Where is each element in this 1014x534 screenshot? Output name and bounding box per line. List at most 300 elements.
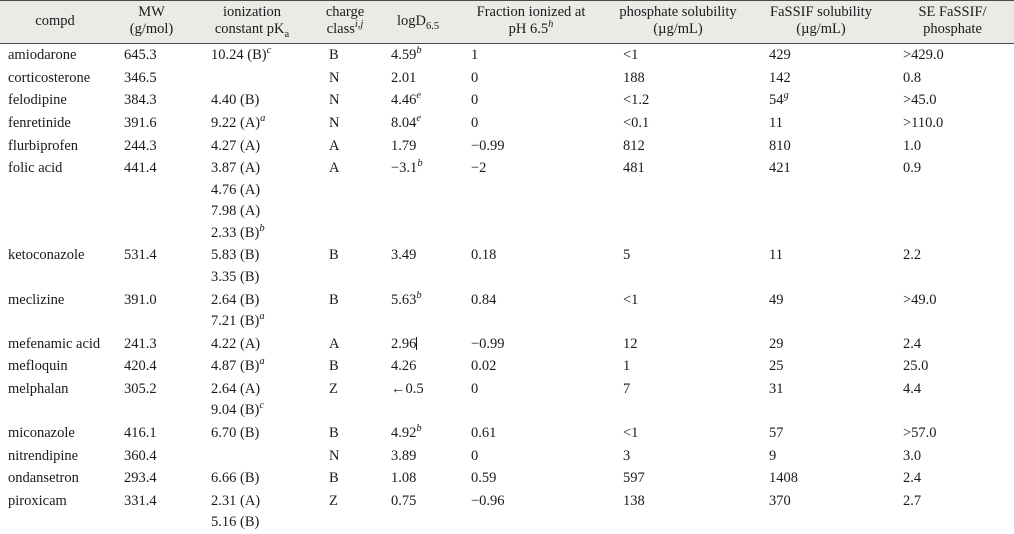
cell-pka-value: 9.22 (A): [211, 114, 261, 131]
cell-fassif-solubility-value: 29: [769, 335, 784, 352]
cell-fraction-ionized-value: 0: [471, 69, 479, 86]
cell-compd-cont: [0, 180, 110, 202]
header-fassif-solubility: [751, 1, 891, 44]
cell-empty: [457, 311, 605, 333]
cell-mw: [110, 490, 193, 513]
cell-logd-value: 8.04: [391, 114, 417, 131]
cell-pka-extra-value: 4.76 (A): [211, 181, 261, 198]
cell-charge-class-value: A: [329, 335, 340, 352]
cell-empty: [751, 311, 891, 333]
cell-fassif-solubility: [751, 67, 891, 90]
cell-logd-footnote: e: [416, 90, 422, 102]
cell-logd: [379, 445, 457, 468]
cell-logd-value: 5.63: [391, 291, 417, 308]
cell-phosphate-solubility: [605, 89, 751, 112]
cell-compd: [0, 89, 110, 112]
cell-fassif-solubility: [751, 44, 891, 67]
header-fraction-line2: pH 6.5: [508, 21, 549, 38]
cell-mw-value: 531.4: [124, 247, 157, 264]
cell-pka-extra-footnote: a: [259, 311, 265, 323]
cell-empty: [311, 400, 379, 422]
cell-logd: [379, 157, 457, 180]
cell-mw: [110, 89, 193, 112]
cell-empty: [605, 311, 751, 333]
cell-phosphate-solubility: [605, 289, 751, 312]
table-row: [0, 157, 1014, 180]
cell-fraction-ionized-value: 0: [471, 447, 479, 464]
cell-pka-value: 5.83 (B): [211, 247, 260, 264]
header-charge-line1: charge: [325, 4, 365, 20]
header-mw-line1: MW: [138, 4, 165, 20]
cell-fraction-ionized-value: 0: [471, 114, 479, 131]
cell-compd-value: ketoconazole: [8, 247, 85, 264]
table-row: [0, 333, 1014, 356]
cell-fraction-ionized: [457, 135, 605, 158]
cell-compd-value: piroxicam: [8, 492, 67, 509]
cell-fassif-solubility-value: 142: [769, 69, 791, 86]
cell-fassif-solubility-value: 810: [769, 137, 791, 154]
cell-pka-value: 6.70 (B): [211, 425, 260, 442]
table-row: [0, 378, 1014, 401]
header-mw: [110, 1, 193, 44]
cell-fraction-ionized: [457, 44, 605, 67]
cell-empty: [311, 512, 379, 534]
cell-pka: [193, 157, 311, 180]
cell-pka-value: 3.87 (A): [211, 160, 261, 177]
cell-empty: [891, 267, 1014, 289]
header-pka-subscript: a: [284, 29, 290, 40]
cell-empty: [379, 267, 457, 289]
cell-charge-class: [311, 157, 379, 180]
cell-empty: [457, 267, 605, 289]
cell-empty: [457, 180, 605, 202]
table-row: [0, 289, 1014, 312]
cell-fraction-ionized: [457, 467, 605, 490]
cell-pka-footnote: a: [259, 356, 265, 368]
table-row: [0, 490, 1014, 513]
cell-mw: [110, 422, 193, 445]
cell-fraction-ionized-value: 0: [471, 92, 479, 109]
cell-compd-value: fenretinide: [8, 114, 71, 131]
cell-pka: [193, 289, 311, 312]
cell-mw-value: 391.6: [124, 114, 157, 131]
cell-phosphate-solubility: [605, 157, 751, 180]
cell-logd: [379, 112, 457, 135]
cell-se-ratio-value: >49.0: [903, 291, 937, 308]
cell-pka-extra-value: 7.21 (B): [211, 313, 260, 330]
cell-phosphate-solubility-value: <1: [623, 47, 639, 64]
table-row: [0, 445, 1014, 468]
cell-fraction-ionized: [457, 67, 605, 90]
cell-compd-cont: [0, 311, 110, 333]
cell-compd: [0, 467, 110, 490]
cell-pka-value: 4.27 (A): [211, 137, 261, 154]
cell-compd-value: felodipine: [8, 92, 67, 109]
cell-logd: [379, 467, 457, 490]
cell-compd: [0, 355, 110, 378]
cell-empty: [891, 311, 1014, 333]
cell-charge-class: [311, 467, 379, 490]
cell-compd: [0, 112, 110, 135]
cell-mw-value: 391.0: [124, 291, 157, 308]
cell-phosphate-solubility-value: 3: [623, 447, 631, 464]
cell-fassif-solubility-footnote: g: [783, 90, 789, 102]
cell-mw-cont: [110, 201, 193, 223]
cell-fraction-ionized: [457, 333, 605, 356]
cell-logd-value: 1.79: [391, 137, 417, 154]
cell-phosphate-solubility-value: 481: [623, 160, 645, 177]
table-row-continuation: [0, 400, 1014, 422]
cell-empty: [457, 223, 605, 245]
cell-mw: [110, 289, 193, 312]
header-se-line2: phosphate: [923, 21, 982, 38]
cell-fassif-solubility: [751, 157, 891, 180]
cell-phosphate-solubility: [605, 422, 751, 445]
cell-mw-cont: [110, 311, 193, 333]
cell-fraction-ionized-value: 0.59: [471, 470, 497, 487]
cell-fassif-solubility: [751, 445, 891, 468]
cell-fraction-ionized: [457, 490, 605, 513]
cell-fassif-solubility: [751, 135, 891, 158]
cell-mw: [110, 135, 193, 158]
cell-charge-class-value: B: [329, 47, 339, 64]
cell-compd: [0, 378, 110, 401]
cell-se-ratio: [891, 378, 1014, 401]
cell-charge-class: [311, 422, 379, 445]
cell-logd: [379, 67, 457, 90]
cell-mw-value: 244.3: [124, 137, 157, 154]
cell-empty: [605, 512, 751, 534]
header-phosphate-line1: phosphate solubility: [619, 4, 737, 20]
cell-se-ratio: [891, 112, 1014, 135]
cell-phosphate-solubility-value: 188: [623, 69, 645, 86]
cell-se-ratio-value: 25.0: [903, 358, 929, 375]
cell-fassif-solubility-value: 31: [769, 380, 784, 397]
header-charge: [311, 1, 379, 44]
table-row: [0, 135, 1014, 158]
cell-fraction-ionized-value: −0.96: [471, 492, 505, 509]
cell-se-ratio: [891, 333, 1014, 356]
cell-pka-extra: [193, 512, 311, 534]
cell-empty: [751, 180, 891, 202]
header-compd: [0, 1, 110, 44]
cell-mw-value: 360.4: [124, 447, 157, 464]
table-row: [0, 112, 1014, 135]
cell-phosphate-solubility-value: 12: [623, 335, 638, 352]
table-row: [0, 422, 1014, 445]
header-fassif-line1: FaSSIF solubility: [770, 4, 872, 20]
cell-mw: [110, 467, 193, 490]
header-se-ratio: [891, 1, 1014, 44]
cell-phosphate-solubility: [605, 467, 751, 490]
cell-mw-cont: [110, 223, 193, 245]
cell-logd: [379, 378, 457, 401]
cell-phosphate-solubility: [605, 490, 751, 513]
cell-charge-class: [311, 378, 379, 401]
cell-compd-cont: [0, 201, 110, 223]
cell-se-ratio-value: 1.0: [903, 137, 922, 154]
cell-pka: [193, 355, 311, 378]
cell-charge-class-value: N: [329, 447, 340, 464]
cell-fraction-ionized-value: −0.99: [471, 335, 505, 352]
cell-compd-cont: [0, 512, 110, 534]
cell-fassif-solubility-value: 49: [769, 291, 784, 308]
cell-phosphate-solubility-value: 812: [623, 137, 645, 154]
cell-fassif-solubility-value: 421: [769, 160, 791, 177]
cell-compd-value: ondansetron: [8, 470, 79, 487]
cell-pka: [193, 112, 311, 135]
cell-charge-class: [311, 135, 379, 158]
cell-fraction-ionized-value: 0.02: [471, 358, 497, 375]
cell-empty: [751, 223, 891, 245]
cell-phosphate-solubility: [605, 135, 751, 158]
cell-compd-value: amiodarone: [8, 47, 77, 64]
cell-mw-cont: [110, 512, 193, 534]
cell-charge-class-value: B: [329, 291, 339, 308]
cell-se-ratio-value: 2.2: [903, 247, 922, 264]
cell-se-ratio-value: 2.4: [903, 470, 922, 487]
cell-charge-class: [311, 445, 379, 468]
cell-phosphate-solubility: [605, 378, 751, 401]
header-se-line1: SE FaSSIF/: [918, 4, 987, 20]
cell-compd: [0, 135, 110, 158]
cell-charge-class-value: B: [329, 358, 339, 375]
cell-se-ratio: [891, 422, 1014, 445]
cell-charge-class-value: N: [329, 92, 340, 109]
cell-compd-value: nitrendipine: [8, 447, 79, 464]
cell-compd-value: meclizine: [8, 291, 65, 308]
cell-fassif-solubility-value: 54: [769, 92, 784, 109]
cell-logd-value: 0.75: [391, 492, 417, 509]
cell-empty: [891, 512, 1014, 534]
cell-se-ratio-value: 4.4: [903, 380, 922, 397]
cell-charge-class-value: B: [329, 247, 339, 264]
cell-mw: [110, 355, 193, 378]
cell-compd: [0, 289, 110, 312]
cell-logd-footnote: e: [416, 113, 422, 125]
cell-compd: [0, 445, 110, 468]
cell-charge-class-value: N: [329, 114, 340, 131]
cell-fassif-solubility-value: 1408: [769, 470, 798, 487]
cell-compd-value: mefenamic acid: [8, 335, 101, 352]
cell-empty: [605, 267, 751, 289]
cell-compd: [0, 422, 110, 445]
cell-empty: [379, 400, 457, 422]
header-phosphate-solubility: [605, 1, 751, 44]
cell-se-ratio: [891, 490, 1014, 513]
cell-phosphate-solubility-value: <1.2: [623, 92, 650, 109]
cell-pka-extra: [193, 180, 311, 202]
cell-pka-extra-value: 7.98 (A): [211, 203, 261, 220]
cell-fraction-ionized: [457, 112, 605, 135]
cell-se-ratio: [891, 157, 1014, 180]
cell-logd: [379, 244, 457, 267]
cell-fassif-solubility-value: 370: [769, 492, 791, 509]
cell-pka-extra: [193, 223, 311, 245]
cell-fassif-solubility: [751, 112, 891, 135]
cell-mw-value: 416.1: [124, 425, 157, 442]
cell-compd: [0, 333, 110, 356]
cell-phosphate-solubility: [605, 44, 751, 67]
header-fassif-line2: (µg/mL): [796, 21, 846, 38]
cell-logd-value: 3.49: [391, 247, 417, 264]
table-row-continuation: [0, 311, 1014, 333]
cell-compd-value: corticosterone: [8, 69, 91, 86]
cell-pka-value: 4.22 (A): [211, 335, 261, 352]
cell-se-ratio: [891, 135, 1014, 158]
cell-fassif-solubility-value: 9: [769, 447, 777, 464]
cell-pka-value: 6.66 (B): [211, 470, 260, 487]
header-logd-line1: logD: [396, 12, 426, 29]
table-row-continuation: [0, 512, 1014, 534]
cell-compd-value: miconazole: [8, 425, 75, 442]
cell-se-ratio-value: 3.0: [903, 447, 922, 464]
cell-logd-value: −3.1: [391, 160, 418, 177]
cell-se-ratio: [891, 44, 1014, 67]
cell-fassif-solubility: [751, 467, 891, 490]
cell-compd: [0, 490, 110, 513]
cell-fassif-solubility: [751, 422, 891, 445]
cell-fassif-solubility: [751, 333, 891, 356]
cell-empty: [605, 180, 751, 202]
cell-mw-value: 241.3: [124, 335, 157, 352]
cell-phosphate-solubility: [605, 244, 751, 267]
cell-mw-value: 384.3: [124, 92, 157, 109]
cell-fraction-ionized: [457, 378, 605, 401]
table-row: [0, 67, 1014, 90]
table-body: [0, 44, 1014, 534]
cell-fraction-ionized: [457, 355, 605, 378]
cell-fassif-solubility: [751, 490, 891, 513]
cell-compd-value: folic acid: [8, 160, 63, 177]
cell-pka-value: 4.87 (B): [211, 358, 260, 375]
cell-logd: [379, 355, 457, 378]
cell-fassif-solubility-value: 429: [769, 47, 791, 64]
header-compd-line1: compd: [35, 12, 75, 29]
cell-charge-class-value: Z: [329, 492, 338, 509]
cell-empty: [311, 180, 379, 202]
cell-pka-extra-footnote: c: [259, 400, 265, 412]
cell-se-ratio: [891, 289, 1014, 312]
cell-se-ratio: [891, 67, 1014, 90]
cell-pka-footnote: c: [266, 45, 272, 57]
cell-pka-footnote: a: [260, 113, 266, 125]
cell-pka: [193, 490, 311, 513]
cell-se-ratio: [891, 355, 1014, 378]
cell-logd: [379, 89, 457, 112]
header-fraction-ionized: [457, 1, 605, 44]
cell-pka-extra-value: 3.35 (B): [211, 269, 260, 285]
cell-fassif-solubility: [751, 378, 891, 401]
cell-mw: [110, 112, 193, 135]
cell-mw: [110, 378, 193, 401]
cell-fraction-ionized-value: 0: [471, 380, 479, 397]
cell-compd-cont: [0, 267, 110, 289]
header-fraction-superscript: h: [548, 19, 554, 31]
cell-phosphate-solubility-value: 1: [623, 358, 631, 375]
table-header: [0, 1, 1014, 44]
cell-logd: [379, 135, 457, 158]
text-cursor: [416, 337, 417, 350]
cell-pka: [193, 378, 311, 401]
cell-logd: [379, 333, 457, 356]
cell-fraction-ionized-value: 0.84: [471, 291, 497, 308]
cell-empty: [751, 267, 891, 289]
cell-se-ratio-value: >45.0: [903, 92, 937, 109]
cell-logd: [379, 44, 457, 67]
cell-se-ratio-value: 2.4: [903, 335, 922, 352]
cell-logd-value: 2.01: [391, 69, 417, 86]
cell-phosphate-solubility-value: 5: [623, 247, 631, 264]
cell-mw: [110, 157, 193, 180]
cell-compd-cont: [0, 400, 110, 422]
cell-logd-footnote: b: [417, 158, 423, 170]
cell-logd-value: 3.89: [391, 447, 417, 464]
cell-se-ratio: [891, 445, 1014, 468]
cell-logd: [379, 490, 457, 513]
cell-empty: [891, 180, 1014, 202]
cell-pka: [193, 445, 311, 468]
cell-logd: [379, 422, 457, 445]
cell-mw-value: 420.4: [124, 358, 157, 375]
cell-mw-cont: [110, 267, 193, 289]
header-logd: [379, 1, 457, 44]
cell-pka-extra-value: 5.16 (B): [211, 514, 260, 531]
cell-mw-value: 645.3: [124, 47, 157, 64]
cell-compd-value: mefloquin: [8, 358, 68, 375]
cell-empty: [891, 223, 1014, 245]
cell-compd-value: flurbiprofen: [8, 137, 79, 154]
cell-pka-value: 2.64 (A): [211, 380, 261, 397]
table-row: [0, 89, 1014, 112]
cell-pka: [193, 333, 311, 356]
cell-phosphate-solubility-value: <0.1: [623, 114, 650, 131]
cell-pka-value: 4.40 (B): [211, 92, 260, 109]
cell-empty: [605, 201, 751, 223]
cell-empty: [379, 311, 457, 333]
cell-logd-footnote: b: [416, 423, 422, 435]
cell-fraction-ionized-value: −0.99: [471, 137, 505, 154]
cell-charge-class: [311, 112, 379, 135]
cell-fassif-solubility-value: 25: [769, 358, 784, 375]
cell-empty: [379, 180, 457, 202]
cell-empty: [751, 512, 891, 534]
header-pka-line1: ionization: [223, 4, 281, 20]
cell-pka: [193, 67, 311, 90]
header-logd-subscript: 6.5: [425, 20, 440, 32]
cell-charge-class: [311, 89, 379, 112]
cell-charge-class: [311, 44, 379, 67]
cell-logd-value: 4.92: [391, 425, 417, 442]
cell-se-ratio-value: 2.7: [903, 492, 922, 509]
cell-pka: [193, 244, 311, 267]
cell-pka: [193, 422, 311, 445]
header-pka-line2: constant pK: [214, 21, 285, 38]
cell-mw-cont: [110, 400, 193, 422]
cell-phosphate-solubility: [605, 67, 751, 90]
cell-pka-extra: [193, 400, 311, 422]
cell-mw: [110, 44, 193, 67]
cell-empty: [457, 512, 605, 534]
cell-pka-extra-footnote: b: [259, 223, 265, 235]
cell-phosphate-solubility-value: <1: [623, 425, 639, 442]
cell-mw-value: 441.4: [124, 160, 157, 177]
table-row-continuation: [0, 223, 1014, 245]
cell-empty: [311, 311, 379, 333]
cell-logd-footnote: b: [416, 45, 422, 57]
cell-phosphate-solubility-value: 138: [623, 492, 645, 509]
cell-fassif-solubility: [751, 89, 891, 112]
